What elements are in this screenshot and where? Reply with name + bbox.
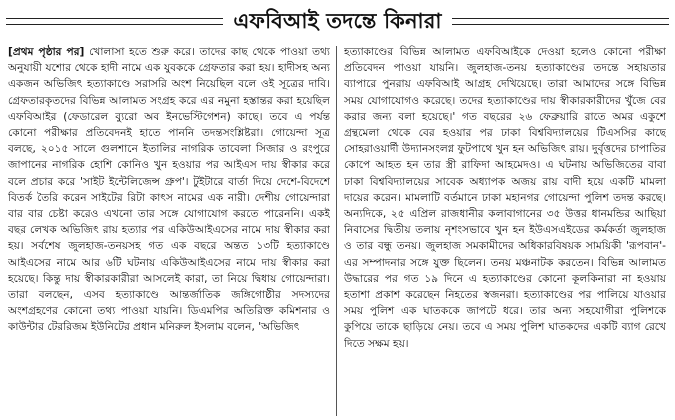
headline-rule-left [6, 18, 223, 25]
paragraph-left-text: খোলাসা হতে শুরু করে। তাদের কাছ থেকে পাওয়া তথ্য অনুযায়ী যশোর থেকে হাদী নামে এক যুবককে গ্রেফতার করা হয়। হাদীসহ অন্য একজন অভিজিৎ হত্যাকাণ্ডে সরাসরি অংশ নিয়েছিল বলে ওই সূত্রের দাবি। গ্রেফতারকৃতদের বিভিন্ন আলামত সংগ্রহ করে এর নমুনা হস্তান্তর করা হয়েছিল এফবিআইর (ফেডারেল ব্যুরো অব ইনভেস্টিগেশন) কাছে। তবে এ পর্যন্ত কোনো পরীক্ষার প্রতিবেদনই হাতে পাননি তদন্তসংশ্লিষ্টরা। গোয়েন্দা সূত্র বলছে, ২০১৫ সালে গুলশানে ইতালির নাগরিক তাবেলা সিজার ও রংপুরে জাপানের নাগরিক হোশি কোনিও খুন হওয়ার পর আইএস দায় স্বীকার করে বলে প্রচার করে 'সাইট ইন্টেলিজেন্স গ্রুপ'। টুইটারে বার্তা দিয়ে দেশে-বিদেশে বিতর্ক তৈরি করেন সাইটের রিটা কাৎস নামের এক নারী। দেশীয় গোয়েন্দারা বার বার চেষ্টা করেও এখনো তার সঙ্গে যোগাযোগ করতে পারেননি। একই বছর লেখক অভিজিৎ রায় হত্যার পর একিউআইএসের নামে দায় স্বীকার করা হয়। সর্বশেষ জুলহাজ-তনয়সহ গত এক বছরে অন্তত ১৩টি হত্যাকাণ্ডে আইএসের নামে আর ৬টি ঘটনায় একিউআইএসের নামে দায় স্বীকার করা হয়েছে। কিন্তু দায় স্বীকারকারীরা আসলেই কারা, তা নিয়ে দ্বিধায় গোয়েন্দারা। তারা বলছেন, এসব হত্যাকাণ্ডে আন্তর্জাতিক জঙ্গিগোষ্ঠীর সদস্যদের অংশগ্রহণের কোনো তথ্য পাওয়া যায়নি। ডিএমপির অতিরিক্ত কমিশনার ও কাউন্টার টেররিজম ইউনিটের প্রধান মনিরুল ইসলাম বলেন, 'অভিজিৎ [8, 46, 330, 334]
headline-bar [6, 6, 669, 36]
column-divider [336, 46, 337, 416]
paragraph-left [8, 44, 330, 336]
article-column-left [8, 44, 330, 416]
continued-from-label: [প্রথম পৃষ্ঠার পর] [8, 46, 85, 58]
article-column-right [344, 44, 666, 416]
headline-rule-right [452, 18, 669, 25]
article-headline: এফবিআই তদন্তে কিনারা [233, 9, 442, 33]
paragraph-right-text: হত্যাকাণ্ডের বিভিন্ন আলামত এফবিআইকে দেওয়া হলেও কোনো পরীক্ষা প্রতিবেদন পাওয়া যায়নি। জুলহাজ-তনয় হত্যাকাণ্ডের তদন্তে সহায়তার ব্যাপারে পুনরায় এফবিআই আগ্রহ দেখিয়েছে। তারা আমাদের সঙ্গে বিভিন্ন সময় যোগাযোগও করেছে। তদের হত্যাকাণ্ডের দায় স্বীকারকারীদের খুঁজে বের করার জন্য বলা হয়েছে।' গত বছরের ২৬ ফেব্রুয়ারি রাতে অমর একুশে গ্রন্থমেলা থেকে বের হওয়ার পর ঢাকা বিশ্ববিদ্যালয়ের টিএসসির কাছে সোহরাওয়ার্দী উদ্যানসংলগ্ন ফুটপাথে খুন হন অভিজিৎ রায়। দুর্বৃত্তদের চাপাতির কোপে আহত হন তার স্ত্রী রাফিদা আহমেদও। এ ঘটনায় অভিজিতের বাবা ঢাকা বিশ্ববিদ্যালয়ের সাবেক অধ্যাপক অজয় রায় বাদী হয়ে একটি মামলা দায়ের করেন। মামলাটি বর্তমানে ঢাকা মহানগর গোয়েন্দা পুলিশ তদন্ত করছে। অন্যদিকে, ২৫ এপ্রিল রাজধানীর কলাবাগানের ৩৫ উত্তর ধানমন্ডির আছিয়া নিবাসের দ্বিতীয় তলায় নৃশংসভাবে খুন হন ইউএসএইডের কর্মকর্তা জুলহাজ ও তার বন্ধু তনয়। জুলহাজ সমকামীদের অধিকারবিষয়ক সাময়িকী 'রূপবান'-এর সম্পাদনার সঙ্গে যুক্ত ছিলেন। তনয় মঞ্চনাটক করতেন। বিভিন্ন আলামত উদ্ধারের পর গত ১৯ দিনে এ হত্যাকাণ্ডের কোনো কূলকিনারা না হওয়ায় হতাশা প্রকাশ করেছেন নিহতের স্বজনরা। হত্যাকাণ্ডের পর পালিয়ে যাওয়ার সময় পুলিশ এক ঘাতককে জাপটে ধরে। তার অন্য সহযোগীরা পুলিশকে কুপিয়ে তাকে ছাড়িয়ে নেয়। তবে এ সময় পুলিশ ঘাতকদের একটি ব্যাগ রেখে দিতে সক্ষম হয়। [344, 46, 666, 350]
